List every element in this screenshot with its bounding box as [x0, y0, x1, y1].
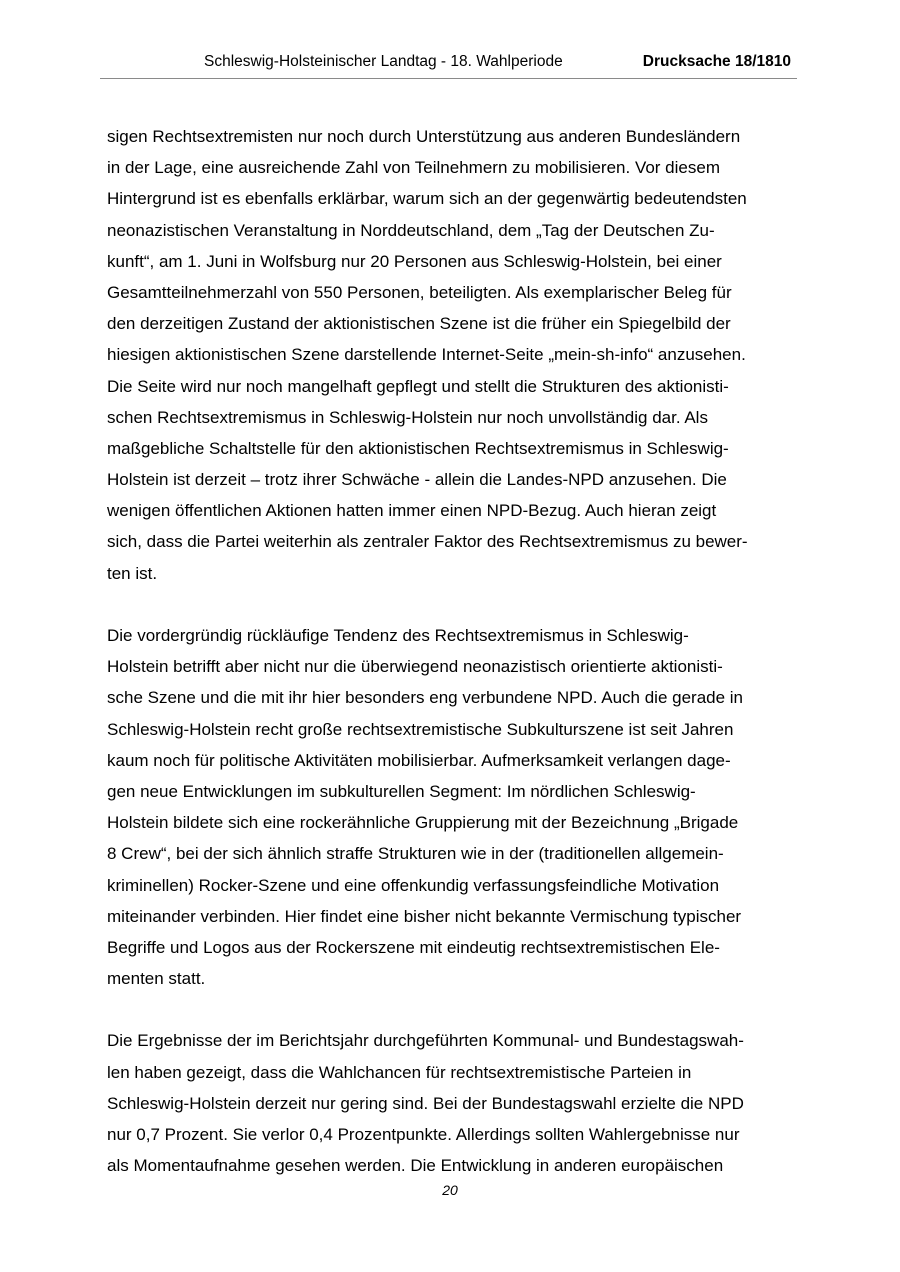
text-line: sche Szene und die mit ihr hier besonders eng verbundene NPD. Auch die gerade in	[107, 688, 744, 708]
text-line: len haben gezeigt, dass die Wahlchancen für rechtsextremistische Parteien in	[107, 1062, 692, 1082]
text-line: Hintergrund ist es ebenfalls erklärbar, warum sich an der gegenwärtig bedeutendsten	[107, 189, 747, 209]
text-line: maßgebliche Schaltstelle für den aktionistischen Rechtsextremismus in Schleswig-	[107, 438, 729, 458]
text-line: gen neue Entwicklungen im subkulturellen Segment: Im nördlichen Schleswig-	[107, 781, 696, 801]
text-line: Holstein ist derzeit – trotz ihrer Schwäche - allein die Landes-NPD anzusehen. Die	[107, 470, 727, 490]
text-line: wenigen öffentlichen Aktionen hatten immer einen NPD-Bezug. Auch hieran zeigt	[107, 501, 717, 521]
page-number: 20	[442, 1182, 458, 1198]
text-line: Holstein bildete sich eine rockerähnliche Gruppierung mit der Bezeichnung „Brigade	[107, 813, 739, 833]
text-line: nur 0,7 Prozent. Sie verlor 0,4 Prozentpunkte. Allerdings sollten Wahlergebnisse nur	[107, 1125, 740, 1144]
text-line: sigen Rechtsextremisten nur noch durch Unterstützung aus anderen Bundesländern	[107, 127, 741, 146]
document-number: Drucksache 18/1810	[642, 53, 791, 70]
text-line: hiesigen aktionistischen Szene darstellende Internet-Seite „mein-sh-info“ anzusehen.	[107, 345, 746, 365]
document-body	[107, 121, 797, 1213]
text-line: Schleswig-Holstein recht große rechtsextremistische Subkulturszene ist seit Jahren	[107, 719, 734, 739]
text-line: kriminellen) Rocker-Szene und eine offenkundig verfassungsfeindliche Motivation	[107, 875, 720, 895]
header-title: Schleswig-Holsteinischer Landtag - 18. Wahlperiode	[204, 53, 563, 70]
text-line: Schleswig-Holstein derzeit nur gering sind. Bei der Bundestagswahl erzielte die NPD	[107, 1093, 744, 1113]
text-line: Die Ergebnisse der im Berichtsjahr durchgeführten Kommunal- und Bundestagswah-	[107, 1031, 744, 1051]
text-line: Holstein betrifft aber nicht nur die überwiegend neonazistisch orientierte aktionisti-	[107, 657, 723, 677]
text-line: neonazistischen Veranstaltung in Norddeutschland, dem „Tag der Deutschen Zu-	[107, 220, 715, 240]
paragraph	[107, 1025, 797, 1181]
text-line: Begriffe und Logos aus der Rockerszene mit eindeutig rechtsextremistischen Ele-	[107, 937, 720, 957]
text-line: sich, dass die Partei weiterhin als zentraler Faktor des Rechtsextremismus zu bewer-	[107, 532, 748, 552]
text-line: ten ist.	[107, 563, 158, 583]
text-line: schen Rechtsextremismus in Schleswig-Holstein nur noch unvollständig dar. Als	[107, 407, 708, 427]
paragraph	[107, 121, 797, 589]
text-line: als Momentaufnahme gesehen werden. Die Entwicklung in anderen europäischen	[107, 1156, 724, 1176]
text-line: Gesamtteilnehmerzahl von 550 Personen, beteiligten. Als exemplarischer Beleg für	[107, 282, 732, 302]
text-line: Die Seite wird nur noch mangelhaft gepflegt und stellt die Strukturen des aktionisti-	[107, 376, 729, 396]
text-line: 8 Crew“, bei der sich ähnlich straffe Strukturen wie in der (traditionellen allgemein-	[107, 844, 724, 864]
text-line: menten statt.	[107, 969, 206, 989]
paragraph	[107, 620, 797, 994]
page-header	[100, 52, 797, 79]
text-line: in der Lage, eine ausreichende Zahl von Teilnehmern zu mobilisieren. Vor diesem	[107, 158, 720, 178]
text-line: miteinander verbinden. Hier findet eine bisher nicht bekannte Vermischung typischer	[107, 906, 742, 926]
text-line: Die vordergründig rückläufige Tendenz des Rechtsextremismus in Schleswig-	[107, 626, 689, 645]
text-line: kaum noch für politische Aktivitäten mobilisierbar. Aufmerksamkeit verlangen dage-	[107, 750, 731, 770]
text-line: den derzeitigen Zustand der aktionistischen Szene ist die früher ein Spiegelbild der	[107, 314, 731, 334]
text-line: kunft“, am 1. Juni in Wolfsburg nur 20 Personen aus Schleswig-Holstein, bei einer	[107, 251, 722, 271]
